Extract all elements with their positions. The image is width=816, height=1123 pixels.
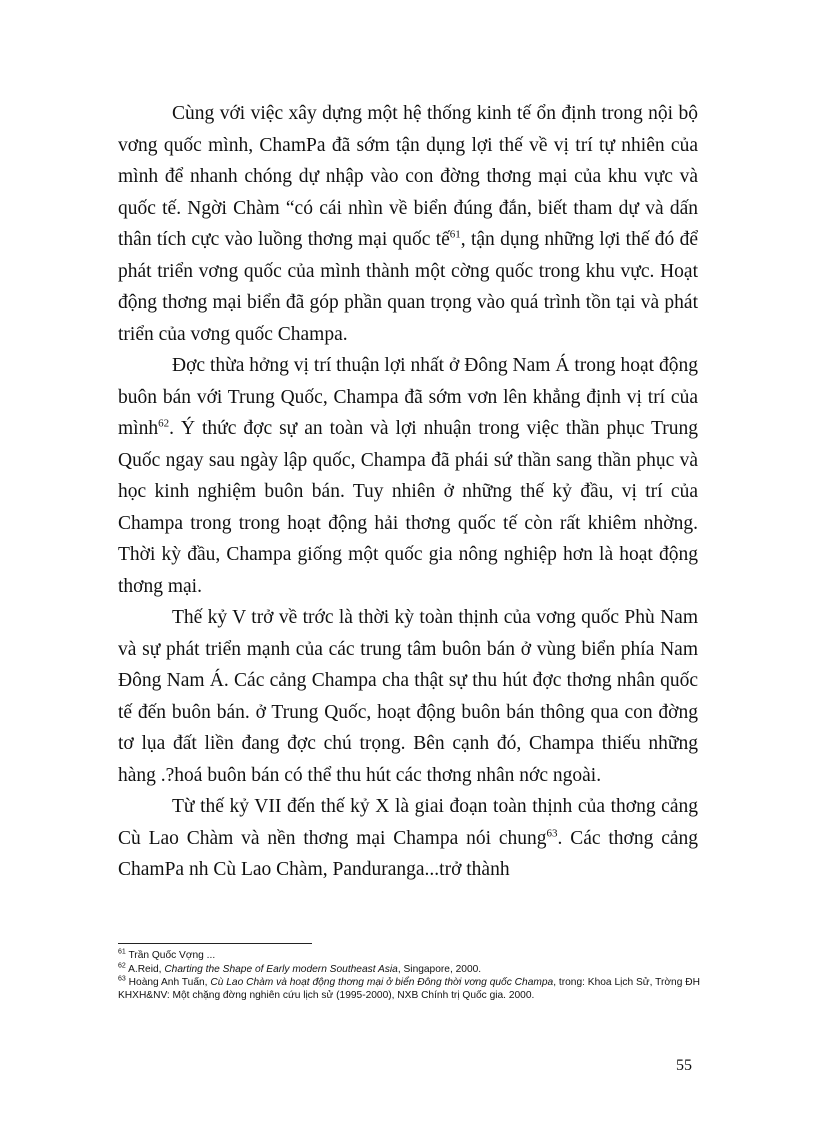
footnote-number: 61 <box>118 948 126 956</box>
footnote-number: 63 <box>118 975 126 983</box>
footnote <box>118 977 700 1002</box>
footnote-text: A.Reid, <box>128 963 165 975</box>
page-number: 55 <box>676 1057 692 1074</box>
paragraph-text: Thế kỷ V trở về trớc là thời kỳ toàn thịnh của vơng quốc Phù Nam và sự phát triển mạnh của các trung tâm buôn bán ở vùng biển phía Nam Đông Nam Á. Các cảng Champa cha thật sự thu hút đợc thơng nhân quốc tế đến buôn bán. ở Trung Quốc, hoạt động buôn bán thông qua con đờng tơ lụa đất liền đang đợc chú trọng. Bên cạnh đó, Champa thiếu những hàng .?hoá buôn bán có thể thu hút các thơng nhân nớc ngoài. <box>118 607 698 786</box>
main-body-text <box>118 98 698 886</box>
footnote <box>118 964 700 977</box>
footnote-text: Hoàng Anh Tuấn, <box>128 977 211 988</box>
footnote-ref: 63 <box>546 827 558 839</box>
footnote-ref: 61 <box>449 228 461 241</box>
paragraph <box>118 350 698 602</box>
paragraph <box>118 98 698 350</box>
paragraph-text: Cùng với việc xây dựng một hệ thống kinh tế ổn định trong nội bộ vơng quốc mình, ChamPa đã sớm tận dụng lợi thế về vị trí tự nhiên của mình để nhanh chóng dự nhập vào con đờng thơng mại của khu vực và quốc tế. Ngời Chàm “có cái nhìn về biển đúng đắn, biết tham dự và dấn thân tích cực vào luồng thơng mại quốc tế <box>118 103 698 250</box>
paragraph-text: Từ thế kỷ VII đến thế kỷ X là giai đoạn toàn thịnh của thơng cảng Cù Lao Chàm và nền thơng mại Champa nói chung <box>118 796 698 849</box>
footnote-text: Trần Quốc Vợng ... <box>128 950 216 961</box>
paragraph-text: Đợc thừa hởng vị trí thuận lợi nhất ở Đông Nam Á trong hoạt động buôn bán với Trung Quốc, Champa đã sớm vơn lên khẳng định vị trí của mình <box>118 355 698 439</box>
footnote-title: Cù Lao Chàm và hoạt động thơng mại ở biển Đông thời vơng quốc Champa <box>210 977 554 988</box>
paragraph <box>118 791 698 886</box>
footnote-text: , trong: Khoa Lịch Sử, Trờng ĐH KHXH&NV: Một chặng đờng nghiên cứu lịch sử (1995-2000), NXB Chính trị Quốc gia. 2000. <box>118 977 700 1001</box>
footnotes <box>118 950 700 1003</box>
paragraph-text: , tận dụng những lợi thế đó để phát triển vơng quốc của mình thành một cờng quốc trong khu vực. Hoạt động thơng mại biển đã góp phần quan trọng vào quá trình tồn tại và phát triển của vơng quốc Champa. <box>118 229 698 345</box>
footnote-ref: 62 <box>158 417 170 430</box>
footnote-number: 62 <box>118 962 126 970</box>
footnote-title: Charting the Shape of Early modern Southeast Asia <box>164 963 398 975</box>
paragraph-text: . Các thơng cảng ChamPa nh Cù Lao Chàm, Panduranga...trở thành <box>118 827 699 880</box>
footnote-text: , Singapore, 2000. <box>397 963 482 975</box>
paragraph-text: . Ý thức đợc sự an toàn và lợi nhuận trong việc thần phục Trung Quốc ngay sau ngày lập quốc, Champa đã phái sứ thần sang thần phục và học kinh nghiệm buôn bán. Tuy nhiên ở những thế kỷ đầu, vị trí của Champa trong trong hoạt động hải thơng quốc tế còn rất khiêm nhờng. Thời kỳ đầu, Champa giống một quốc gia nông nghiệp hơn là hoạt động thơng mại. <box>118 418 698 597</box>
footnote-divider <box>118 943 312 944</box>
footnote <box>118 950 700 963</box>
paragraph <box>118 602 698 791</box>
